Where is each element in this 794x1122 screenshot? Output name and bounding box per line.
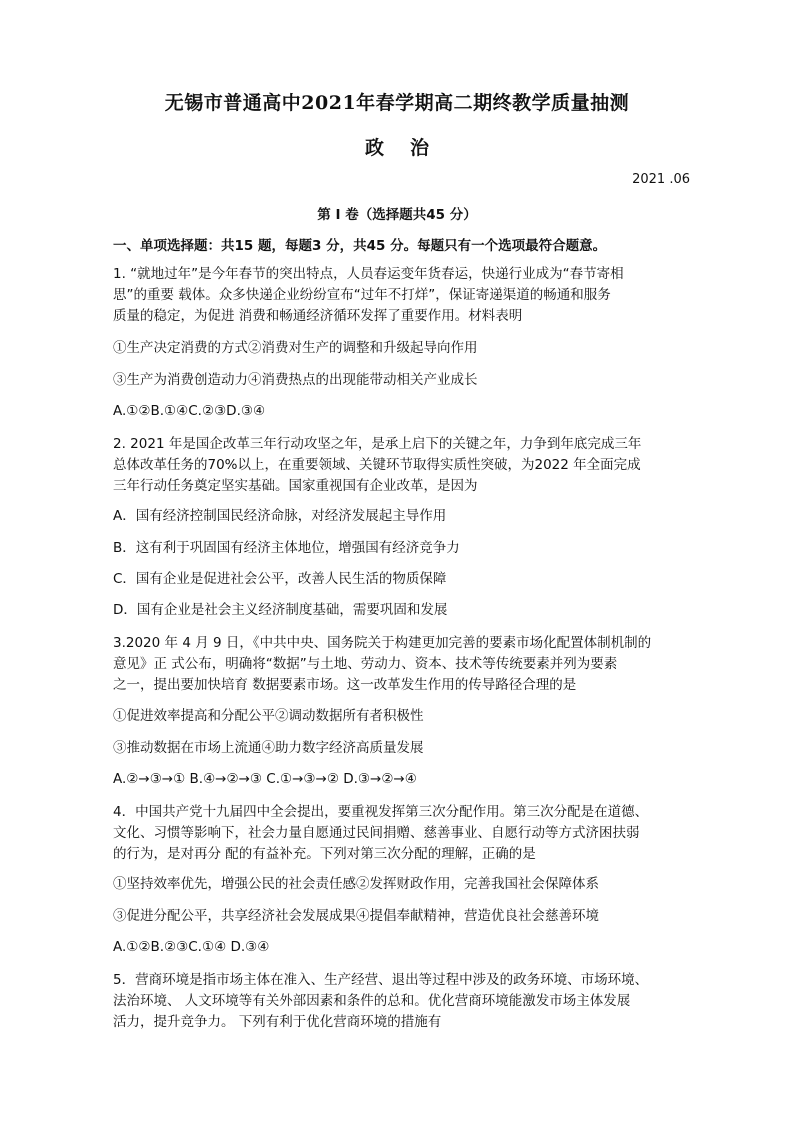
exam-title: 无锡市普通高中2021年春学期高二期终教学质量抽测 [164, 92, 630, 114]
q3-stem-line-1: 3.2020 年 4 月 9 日，《中共中央、国务院关于构建更加完善的要素市场化配置体制机制的 [113, 635, 652, 651]
q2-option-d: D．国有企业是社会主义经济制度基础，需要巩固和发展 [113, 602, 448, 618]
q3-answer-choices: A.②→③→① B.④→②→③ C.①→③→② D.③→②→④ [113, 771, 417, 787]
section-title: 第 I 卷（选择题共45 分） [317, 207, 477, 223]
q1-option-line-1: ①生产决定消费的方式②消费对生产的调整和升级起导向作用 [113, 340, 478, 356]
q4-stem-line-2: 文化、习惯等影响下，社会力量自愿通过民间捐赠、慈善事业、自愿行动等方式济困扶弱 [113, 825, 640, 841]
q3-stem-line-3: 之一，提出要加快培育 数据要素市场。这一改革发生作用的传导路径合理的是 [113, 677, 577, 693]
q3-option-line-1: ①促进效率提高和分配公平②调动数据所有者积极性 [113, 708, 424, 724]
q3-stem-line-2: 意见》正 式公布，明确将“数据”与土地、劳动力、资本、技术等传统要素并列为要素 [113, 656, 618, 672]
q4-stem-line-1: 4．中国共产党十九届四中全会提出，要重视发挥第三次分配作用。第三次分配是在道德、 [113, 804, 649, 820]
q4-option-line-1: ①坚持效率优先，增强公民的社会责任感②发挥财政作用，完善我国社会保障体系 [113, 876, 599, 892]
q5-stem-line-3: 活力，提升竞争力。 下列有利于优化营商环境的措施有 [113, 1014, 442, 1030]
q2-option-a: A．国有经济控制国民经济命脉，对经济发展起主导作用 [113, 508, 447, 524]
q2-option-c: C．国有企业是促进社会公平，改善人民生活的物质保障 [113, 571, 447, 587]
q4-answer-choices: A.①②B.②③C.①④ D.③④ [113, 939, 270, 955]
q2-stem-line-2: 总体改革任务的70%以上，在重要领域、关键环节取得实质性突破，为2022 年全面完成 [113, 457, 641, 473]
q2-option-b: B．这有利于巩固国有经济主体地位，增强国有经济竞争力 [113, 540, 460, 556]
q1-option-line-2: ③生产为消费创造动力④消费热点的出现能带动相关产业成长 [113, 372, 478, 388]
q1-stem-line-1: 1. “就地过年”是今年春节的突出特点，人员春运变年货春运，快递行业成为“春节寄相 [113, 266, 624, 282]
q3-option-line-2: ③推动数据在市场上流通④助力数字经济高质量发展 [113, 740, 424, 756]
exam-subject: 政治 [364, 137, 455, 159]
q1-stem-line-2: 思”的重要 载体。众多快递企业纷纷宣布“过年不打烊”，保证寄递渠道的畅通和服务 [113, 287, 611, 303]
q1-answer-choices: A.①②B.①④C.②③D.③④ [113, 403, 266, 419]
q5-stem-line-2: 法治环境、 人文环境等有关外部因素和条件的总和。优化营商环境能激发市场主体发展 [113, 993, 631, 1009]
exam-date: 2021 .06 [632, 172, 690, 187]
q2-stem-line-3: 三年行动任务奠定坚实基础。国家重视国有企业改革，是因为 [113, 478, 478, 494]
q2-stem-line-1: 2. 2021 年是国企改革三年行动攻坚之年，是承上启下的关键之年，力争到年底完成三年 [113, 436, 642, 452]
q4-option-line-2: ③促进分配公平，共享经济社会发展成果④提倡奉献精神，营造优良社会慈善环境 [113, 908, 599, 924]
q5-stem-line-1: 5．营商环境是指市场主体在准入、生产经营、退出等过程中涉及的政务环境、市场环境、 [113, 972, 649, 988]
section-instruction: 一、单项选择题：共15 题，每题3 分，共45 分。每题只有一个选项最符合题意。 [113, 238, 607, 254]
q1-stem-line-3: 质量的稳定，为促进 消费和畅通经济循环发挥了重要作用。材料表明 [113, 308, 523, 324]
q4-stem-line-3: 的行为，是对再分 配的有益补充。下列对第三次分配的理解，正确的是 [113, 846, 536, 862]
